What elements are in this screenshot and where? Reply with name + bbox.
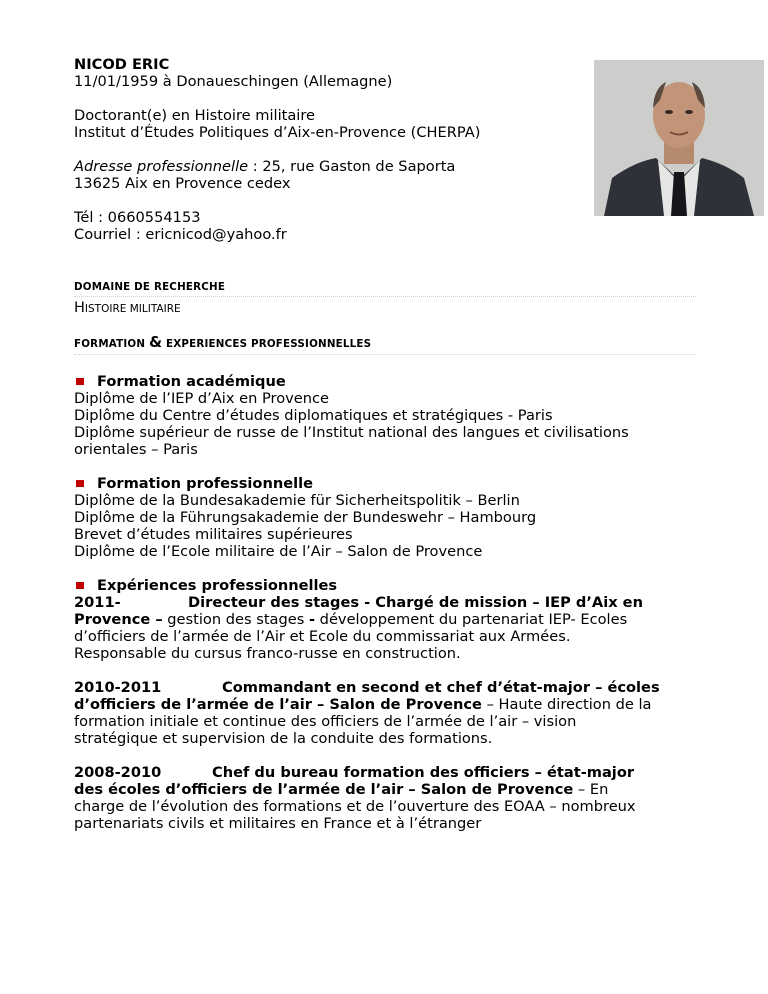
experience-text: formation initiale et continue des officiers de l’armée de l’air – vision [74, 713, 577, 730]
experience-title-line: des écoles d’officiers de l’armée de l’air – Salon de Provence [74, 781, 574, 798]
academic-title: Formation académique [97, 373, 286, 390]
list-item: Brevet d’études militaires supérieures [74, 526, 353, 543]
experience-text: gestion des stages [162, 611, 309, 628]
list-item: orientales – Paris [74, 441, 198, 458]
research-domain-initial: H [74, 300, 85, 316]
experience-entry [74, 594, 696, 662]
professional-training-title: Formation professionnelle [97, 475, 314, 492]
list-item: Diplôme de la Führungsakademie der Bundeswehr – Hambourg [74, 509, 537, 526]
subsection-experience [74, 577, 696, 594]
formation-heading-part1: FORMATION [74, 338, 149, 350]
list-item: Diplôme de l’IEP d’Aix en Provence [74, 390, 330, 407]
section-heading-domain: DOMAINE DE RECHERCHE [74, 281, 696, 297]
experience-text: d’officiers de l’armée de l’Air et Ecole du commissariat aux Armées. [74, 628, 571, 645]
experience-text: – Haute direction de la [481, 696, 652, 713]
formation-heading-part2: EXPERIENCES PROFESSIONNELLES [162, 338, 372, 350]
experience-text: partenariats civils et militaires en France et à l’étranger [74, 815, 482, 832]
birth-info: 11/01/1959 à Donaueschingen (Allemagne) [74, 73, 393, 90]
person-name: NICOD ERIC [74, 56, 170, 73]
section-heading-formation [74, 333, 696, 355]
experience-text: – En [573, 781, 609, 798]
subsection-professional-training [74, 475, 696, 492]
status-line: Doctorant(e) en Histoire militaire [74, 107, 316, 124]
list-item: Diplôme de l’Ecole militaire de l’Air – Salon de Provence [74, 543, 483, 560]
institute-line: Institut d’Études Politiques d’Aix-en-Provence (CHERPA) [74, 124, 481, 141]
list-item: Diplôme de la Bundesakademie für Sicherheitspolitik – Berlin [74, 492, 520, 509]
experience-years: 2010-2011 [74, 679, 162, 696]
address-label: Adresse professionnelle [74, 158, 249, 175]
address-value: : 25, rue Gaston de Saporta [248, 158, 456, 175]
bullet-square-icon [76, 378, 84, 385]
experience-dash: - [308, 611, 316, 628]
experience-title-line: Provence – [74, 611, 163, 628]
experience-title-line: Directeur des stages - Chargé de mission – IEP d’Aix en [188, 594, 643, 611]
bullet-square-icon [76, 582, 84, 589]
list-item: Diplôme du Centre d’études diplomatiques et stratégiques - Paris [74, 407, 553, 424]
phone-line: Tél : 0660554153 [74, 209, 201, 226]
experience-text: charge de l’évolution des formations et de l’ouverture des EOAA – nombreux [74, 798, 636, 815]
experience-title: Expériences professionnelles [97, 577, 338, 594]
research-domain [74, 300, 696, 316]
bullet-square-icon [76, 480, 84, 487]
experience-years: 2011- [74, 594, 121, 611]
experience-title-line: Chef du bureau formation des officiers – état-major [212, 764, 635, 781]
email-line: Courriel : ericnicod@yahoo.fr [74, 226, 287, 243]
experience-title-line: d’officiers de l’armée de l’air – Salon de Provence [74, 696, 482, 713]
experience-years: 2008-2010 [74, 764, 162, 781]
address-city: 13625 Aix en Provence cedex [74, 175, 291, 192]
experience-text: développement du partenariat IEP- Ecoles [315, 611, 628, 628]
experience-title-line: Commandant en second et chef d’état-major – écoles [222, 679, 660, 696]
address-line [74, 158, 696, 175]
cv-document [74, 56, 696, 832]
list-item: Diplôme supérieur de russe de l’Institut national des langues et civilisations [74, 424, 629, 441]
research-domain-rest: ISTOIRE MILITAIRE [84, 303, 181, 315]
subsection-academic [74, 373, 696, 390]
experience-text: stratégique et supervision de la conduite des formations. [74, 730, 493, 747]
experience-entry [74, 679, 696, 747]
experience-text: Responsable du cursus franco-russe en construction. [74, 645, 461, 662]
formation-heading-amp: & [148, 333, 163, 351]
experience-entry [74, 764, 696, 832]
